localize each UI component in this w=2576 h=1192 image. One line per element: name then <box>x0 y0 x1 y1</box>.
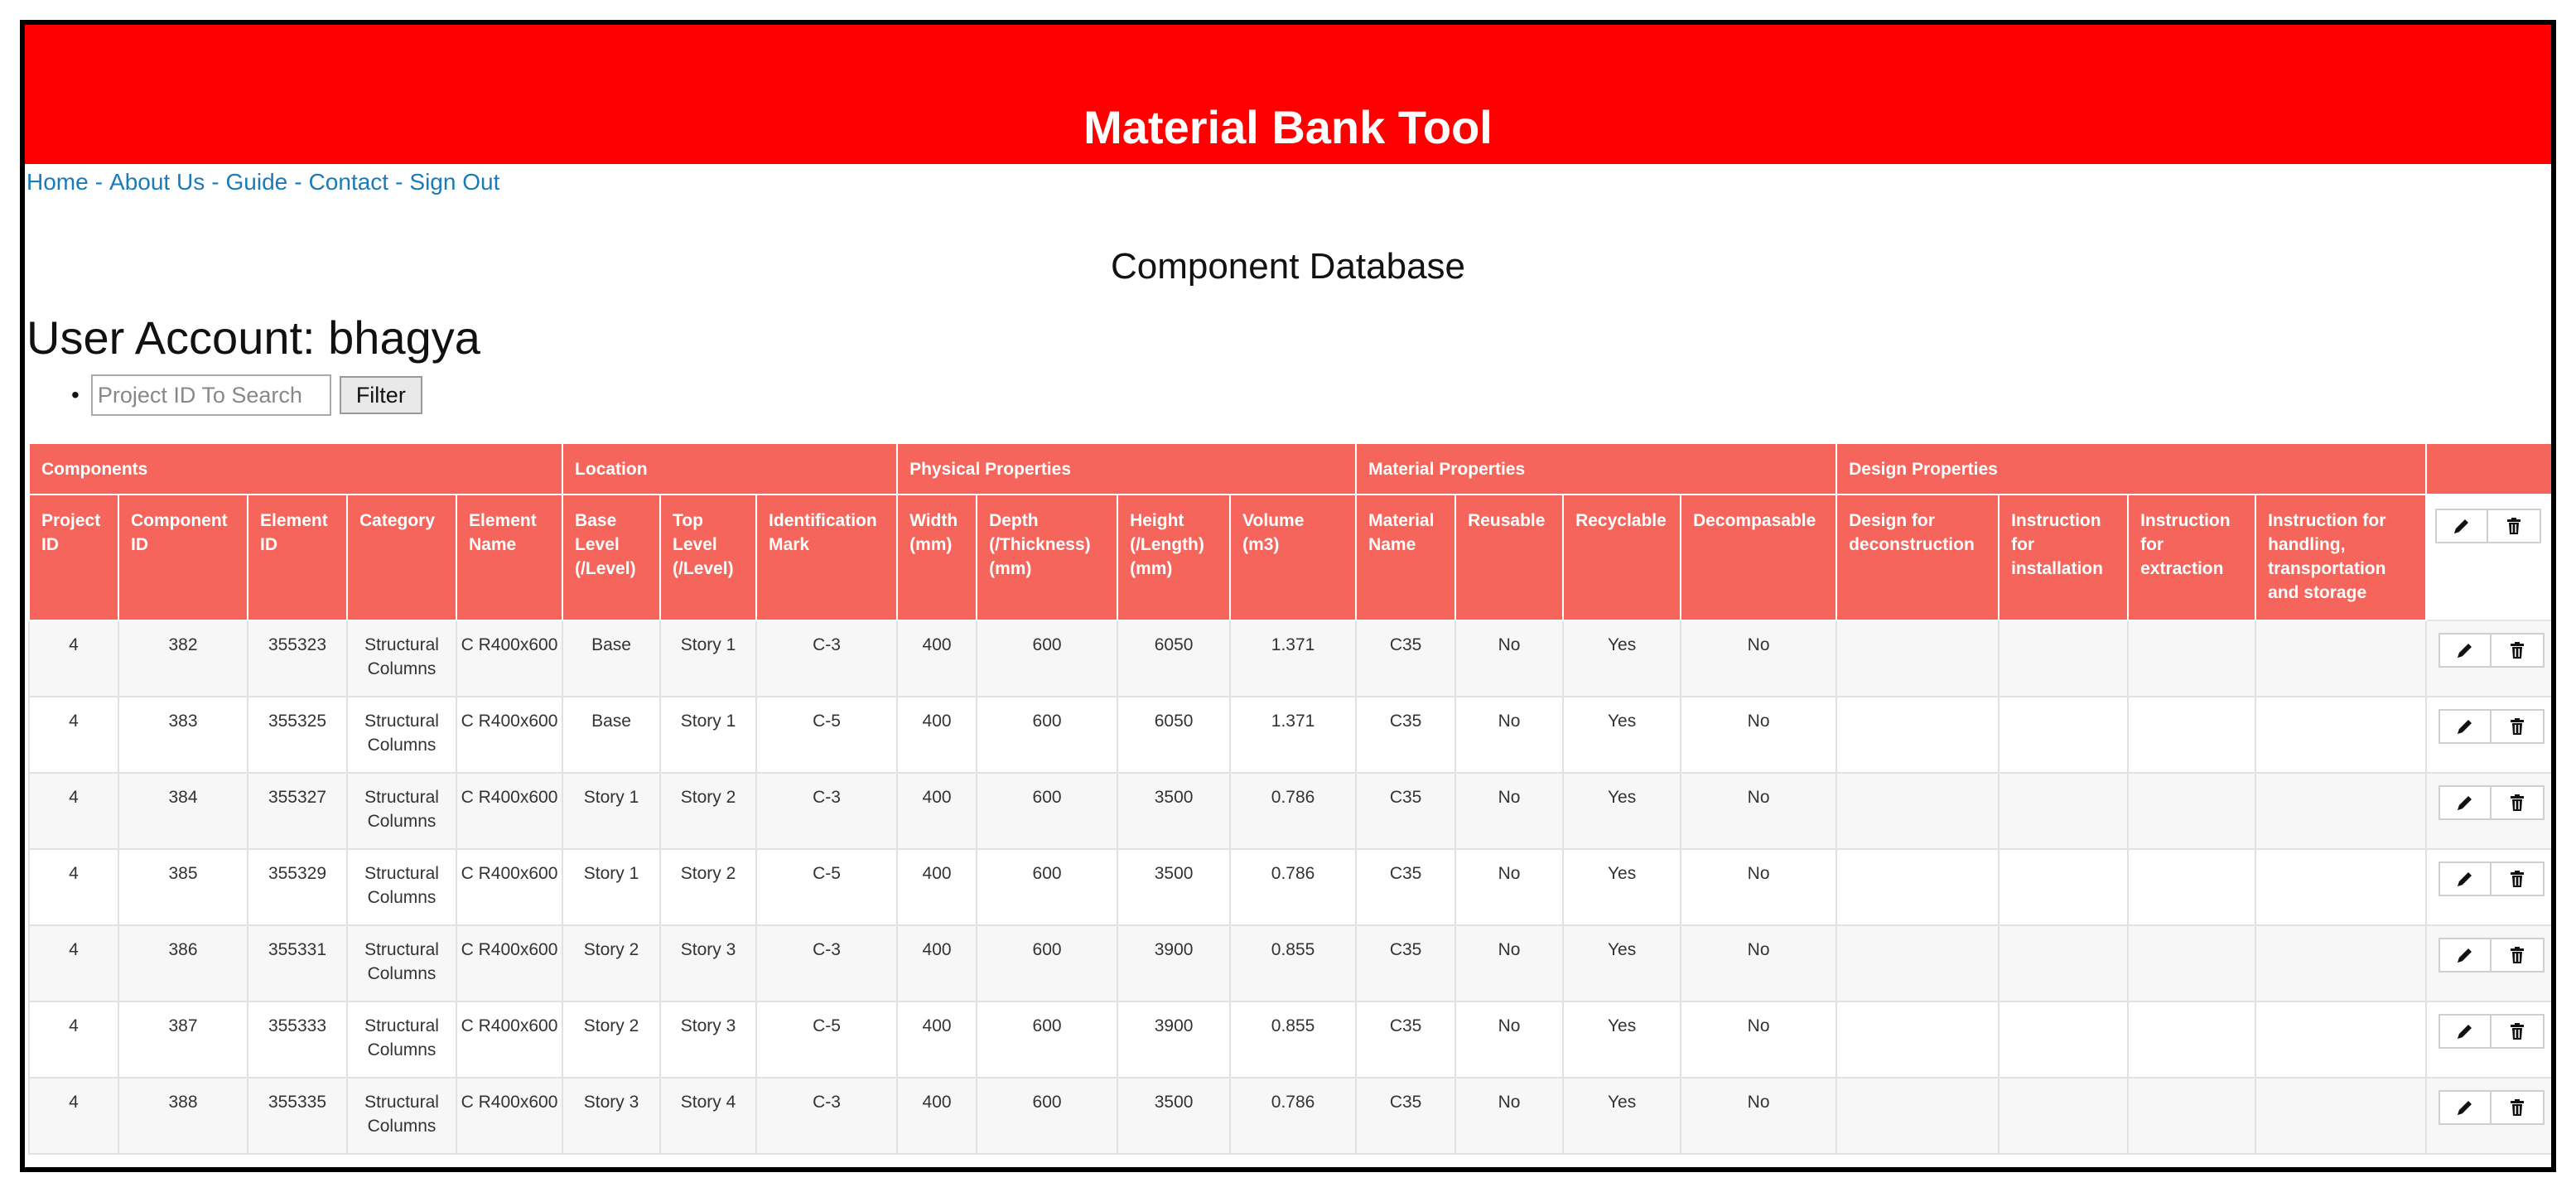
list-bullet: • <box>71 382 80 408</box>
pencil-icon <box>2452 516 2472 536</box>
table-cell: Base <box>562 697 660 773</box>
pencil-icon <box>2455 945 2475 965</box>
row-actions <box>2439 938 2545 972</box>
table-cell <box>1836 697 1999 773</box>
trash-icon <box>2507 869 2527 889</box>
table-cell: 4 <box>29 1078 118 1154</box>
table-cell: 387 <box>118 1001 248 1078</box>
table-cell: Structural Columns <box>347 849 456 925</box>
page-frame <box>20 20 2556 1172</box>
component-table-wrapper <box>25 442 2551 1155</box>
table-cell: 0.786 <box>1230 1078 1356 1154</box>
table-cell: No <box>1455 849 1563 925</box>
table-cell: Story 1 <box>562 849 660 925</box>
table-cell: No <box>1455 697 1563 773</box>
table-cell: 355323 <box>248 620 347 697</box>
project-id-search-input[interactable] <box>91 374 331 416</box>
delete-button[interactable] <box>2492 1090 2545 1125</box>
column-group-header: Physical Properties <box>897 443 1356 495</box>
nav-guide-link[interactable]: Guide <box>225 169 288 195</box>
trash-icon <box>2507 945 2527 965</box>
table-cell: C-3 <box>756 1078 897 1154</box>
row-actions <box>2439 1014 2545 1049</box>
table-cell <box>1836 1001 1999 1078</box>
table-cell: 0.855 <box>1230 1001 1356 1078</box>
table-cell: C35 <box>1356 849 1455 925</box>
table-cell: Story 3 <box>660 1001 756 1078</box>
table-row <box>29 849 2555 925</box>
table-cell <box>2255 1001 2426 1078</box>
table-cell: 600 <box>977 773 1117 849</box>
table-cell: C35 <box>1356 697 1455 773</box>
table-cell: 3900 <box>1117 925 1230 1001</box>
table-cell: C-3 <box>756 620 897 697</box>
table-cell: C-3 <box>756 773 897 849</box>
table-cell: Story 2 <box>562 925 660 1001</box>
table-cell: Story 1 <box>660 697 756 773</box>
table-cell <box>1836 849 1999 925</box>
edit-button[interactable] <box>2439 1014 2492 1049</box>
column-group-header-row <box>29 443 2555 495</box>
nav-separator: - <box>395 169 403 195</box>
table-cell: Yes <box>1563 620 1681 697</box>
table-cell: C35 <box>1356 925 1455 1001</box>
pencil-icon <box>2455 1021 2475 1041</box>
table-cell: 3500 <box>1117 1078 1230 1154</box>
column-header-row <box>29 495 2555 620</box>
nav-home-link[interactable]: Home <box>27 169 89 195</box>
table-cell <box>1999 697 2128 773</box>
column-header: Category <box>347 495 456 620</box>
row-actions-cell <box>2426 1078 2555 1154</box>
user-account-heading: User Account: bhagya <box>27 311 480 364</box>
table-cell: Story 3 <box>562 1078 660 1154</box>
table-cell: Structural Columns <box>347 697 456 773</box>
table-cell: Story 2 <box>562 1001 660 1078</box>
table-cell <box>2255 1078 2426 1154</box>
top-nav <box>25 164 2551 197</box>
table-cell <box>1836 620 1999 697</box>
table-cell: Yes <box>1563 1001 1681 1078</box>
table-cell: Structural Columns <box>347 1001 456 1078</box>
table-cell: 600 <box>977 1078 1117 1154</box>
table-cell: C35 <box>1356 1078 1455 1154</box>
row-actions <box>2435 509 2541 543</box>
table-row <box>29 1078 2555 1154</box>
nav-separator: - <box>211 169 219 195</box>
delete-button[interactable] <box>2492 1014 2545 1049</box>
table-cell <box>2128 1078 2255 1154</box>
column-header: Depth (/Thickness) (mm) <box>977 495 1117 620</box>
nav-separator: - <box>294 169 302 195</box>
column-header: Volume (m3) <box>1230 495 1356 620</box>
table-cell: C R400x600 <box>456 697 562 773</box>
table-cell: 355329 <box>248 849 347 925</box>
table-cell <box>2255 620 2426 697</box>
table-cell: 355335 <box>248 1078 347 1154</box>
column-group-header: Location <box>562 443 897 495</box>
pencil-icon <box>2455 869 2475 889</box>
table-cell: C R400x600 <box>456 773 562 849</box>
table-cell: 4 <box>29 925 118 1001</box>
table-cell <box>1999 1001 2128 1078</box>
row-actions-cell <box>2426 925 2555 1001</box>
table-cell: 400 <box>897 1078 977 1154</box>
table-cell: 382 <box>118 620 248 697</box>
table-cell: C-3 <box>756 925 897 1001</box>
column-header: Top Level (/Level) <box>660 495 756 620</box>
edit-button[interactable] <box>2439 785 2492 820</box>
edit-button[interactable] <box>2439 709 2492 744</box>
row-actions <box>2439 785 2545 820</box>
table-cell <box>2128 773 2255 849</box>
table-cell: 0.855 <box>1230 925 1356 1001</box>
app-title: Material Bank Tool <box>1083 101 1493 153</box>
table-cell: C R400x600 <box>456 925 562 1001</box>
table-cell: No <box>1455 620 1563 697</box>
table-cell <box>1836 1078 1999 1154</box>
table-cell: 1.371 <box>1230 620 1356 697</box>
table-cell: C-5 <box>756 1001 897 1078</box>
table-cell: 3900 <box>1117 1001 1230 1078</box>
table-cell: 0.786 <box>1230 773 1356 849</box>
table-cell <box>1999 1078 2128 1154</box>
table-cell: Structural Columns <box>347 773 456 849</box>
table-cell: Story 1 <box>660 620 756 697</box>
table-cell: C R400x600 <box>456 620 562 697</box>
table-cell: C R400x600 <box>456 849 562 925</box>
component-table <box>28 442 2556 1155</box>
table-cell: 4 <box>29 1001 118 1078</box>
row-actions <box>2439 861 2545 896</box>
page-title: Component Database <box>1110 246 1466 287</box>
table-body <box>29 620 2555 1154</box>
column-group-header: Design Properties <box>1836 443 2426 495</box>
table-row <box>29 773 2555 849</box>
table-cell: 355333 <box>248 1001 347 1078</box>
table-cell: 1.371 <box>1230 697 1356 773</box>
table-cell: C R400x600 <box>456 1001 562 1078</box>
row-actions <box>2439 1090 2545 1125</box>
table-cell: C35 <box>1356 773 1455 849</box>
table-cell: 600 <box>977 925 1117 1001</box>
column-header: Project ID <box>29 495 118 620</box>
column-header: Element ID <box>248 495 347 620</box>
table-cell: 0.786 <box>1230 849 1356 925</box>
table-cell: 355331 <box>248 925 347 1001</box>
table-cell <box>2128 925 2255 1001</box>
pencil-icon <box>2455 1098 2475 1117</box>
table-cell <box>1999 620 2128 697</box>
column-header: Material Name <box>1356 495 1455 620</box>
table-cell: 400 <box>897 849 977 925</box>
table-cell: 383 <box>118 697 248 773</box>
table-cell <box>2128 697 2255 773</box>
row-actions-cell <box>2426 849 2555 925</box>
table-cell: Yes <box>1563 773 1681 849</box>
table-cell: 600 <box>977 849 1117 925</box>
table-cell: 400 <box>897 697 977 773</box>
table-cell: No <box>1681 1001 1836 1078</box>
table-cell <box>1836 925 1999 1001</box>
search-row <box>25 373 2551 417</box>
table-cell: 355325 <box>248 697 347 773</box>
table-cell: C-5 <box>756 849 897 925</box>
delete-button[interactable] <box>2492 785 2545 820</box>
table-cell: Base <box>562 620 660 697</box>
table-cell: No <box>1681 620 1836 697</box>
table-cell: 4 <box>29 773 118 849</box>
column-header: Height (/Length) (mm) <box>1117 495 1230 620</box>
header-banner <box>25 25 2551 164</box>
table-cell: No <box>1455 1078 1563 1154</box>
column-header: Identification Mark <box>756 495 897 620</box>
trash-icon <box>2507 1021 2527 1041</box>
table-cell: C R400x600 <box>456 1078 562 1154</box>
row-actions-cell <box>2426 1001 2555 1078</box>
table-row <box>29 925 2555 1001</box>
table-cell <box>1836 773 1999 849</box>
table-cell: 6050 <box>1117 620 1230 697</box>
table-cell: No <box>1681 849 1836 925</box>
delete-button[interactable] <box>2492 861 2545 896</box>
edit-button[interactable] <box>2439 861 2492 896</box>
table-cell: C35 <box>1356 1001 1455 1078</box>
edit-button[interactable] <box>2439 633 2492 668</box>
table-cell: Yes <box>1563 697 1681 773</box>
row-actions-cell <box>2426 620 2555 697</box>
row-actions-cell <box>2426 773 2555 849</box>
table-cell: Yes <box>1563 925 1681 1001</box>
table-cell: 3500 <box>1117 773 1230 849</box>
table-cell: C35 <box>1356 620 1455 697</box>
table-cell: No <box>1681 925 1836 1001</box>
table-cell: 600 <box>977 697 1117 773</box>
table-cell: Yes <box>1563 1078 1681 1154</box>
table-cell <box>1999 849 2128 925</box>
table-cell <box>1999 773 2128 849</box>
table-cell: Structural Columns <box>347 925 456 1001</box>
table-cell: No <box>1681 697 1836 773</box>
table-cell: 385 <box>118 849 248 925</box>
table-cell: 4 <box>29 620 118 697</box>
nav-signout-link[interactable]: Sign Out <box>409 169 500 195</box>
column-group-header <box>2426 443 2555 495</box>
table-cell: 4 <box>29 697 118 773</box>
table-cell: 4 <box>29 849 118 925</box>
table-row <box>29 1001 2555 1078</box>
table-cell: 386 <box>118 925 248 1001</box>
column-header: Element Name <box>456 495 562 620</box>
column-group-header: Components <box>29 443 562 495</box>
nav-about-link[interactable]: About Us <box>109 169 205 195</box>
table-cell: Structural Columns <box>347 1078 456 1154</box>
trash-icon <box>2507 640 2527 660</box>
table-cell: 384 <box>118 773 248 849</box>
table-cell: 600 <box>977 620 1117 697</box>
filter-button[interactable]: Filter <box>340 376 422 414</box>
table-cell: Story 2 <box>660 773 756 849</box>
column-header: Instruction for handling, transportation and storage <box>2255 495 2426 620</box>
edit-button[interactable] <box>2435 509 2488 543</box>
table-cell: 388 <box>118 1078 248 1154</box>
edit-button[interactable] <box>2439 1090 2492 1125</box>
trash-icon <box>2507 793 2527 813</box>
table-cell: C-5 <box>756 697 897 773</box>
actions-header <box>2426 495 2555 620</box>
row-actions <box>2439 633 2545 668</box>
table-cell: Yes <box>1563 849 1681 925</box>
table-cell: Story 1 <box>562 773 660 849</box>
table-cell <box>2128 849 2255 925</box>
delete-button[interactable] <box>2492 709 2545 744</box>
table-cell <box>2255 697 2426 773</box>
table-cell: No <box>1681 1078 1836 1154</box>
table-cell: No <box>1455 925 1563 1001</box>
table-cell: 400 <box>897 773 977 849</box>
table-cell <box>2255 849 2426 925</box>
trash-icon <box>2507 717 2527 736</box>
delete-button[interactable] <box>2492 633 2545 668</box>
table-cell <box>2255 925 2426 1001</box>
table-cell: Story 2 <box>660 849 756 925</box>
nav-contact-link[interactable]: Contact <box>308 169 389 195</box>
column-header: Decompasable <box>1681 495 1836 620</box>
table-cell <box>2128 620 2255 697</box>
table-cell: 400 <box>897 620 977 697</box>
edit-button[interactable] <box>2439 938 2492 972</box>
column-header: Instruction for extraction <box>2128 495 2255 620</box>
table-cell: 400 <box>897 1001 977 1078</box>
table-cell: 600 <box>977 1001 1117 1078</box>
table-cell <box>2255 773 2426 849</box>
table-cell: Story 4 <box>660 1078 756 1154</box>
table-cell: Story 3 <box>660 925 756 1001</box>
column-header: Base Level (/Level) <box>562 495 660 620</box>
table-row <box>29 697 2555 773</box>
pencil-icon <box>2455 640 2475 660</box>
table-cell: 6050 <box>1117 697 1230 773</box>
column-group-header: Material Properties <box>1356 443 1836 495</box>
delete-button[interactable] <box>2488 509 2541 543</box>
column-header: Width (mm) <box>897 495 977 620</box>
table-cell: No <box>1455 1001 1563 1078</box>
pencil-icon <box>2455 717 2475 736</box>
delete-button[interactable] <box>2492 938 2545 972</box>
table-cell: No <box>1681 773 1836 849</box>
table-cell: 400 <box>897 925 977 1001</box>
column-header: Instruction for installation <box>1999 495 2128 620</box>
column-header: Recyclable <box>1563 495 1681 620</box>
table-cell: Structural Columns <box>347 620 456 697</box>
row-actions-cell <box>2426 697 2555 773</box>
pencil-icon <box>2455 793 2475 813</box>
row-actions <box>2439 709 2545 744</box>
column-header: Component ID <box>118 495 248 620</box>
nav-separator: - <box>94 169 104 195</box>
trash-icon <box>2507 1098 2527 1117</box>
table-cell <box>2128 1001 2255 1078</box>
table-cell <box>1999 925 2128 1001</box>
trash-icon <box>2504 516 2524 536</box>
column-header: Reusable <box>1455 495 1563 620</box>
table-cell: 3500 <box>1117 849 1230 925</box>
table-cell: 355327 <box>248 773 347 849</box>
table-row <box>29 620 2555 697</box>
column-header: Design for deconstruction <box>1836 495 1999 620</box>
table-cell: No <box>1455 773 1563 849</box>
